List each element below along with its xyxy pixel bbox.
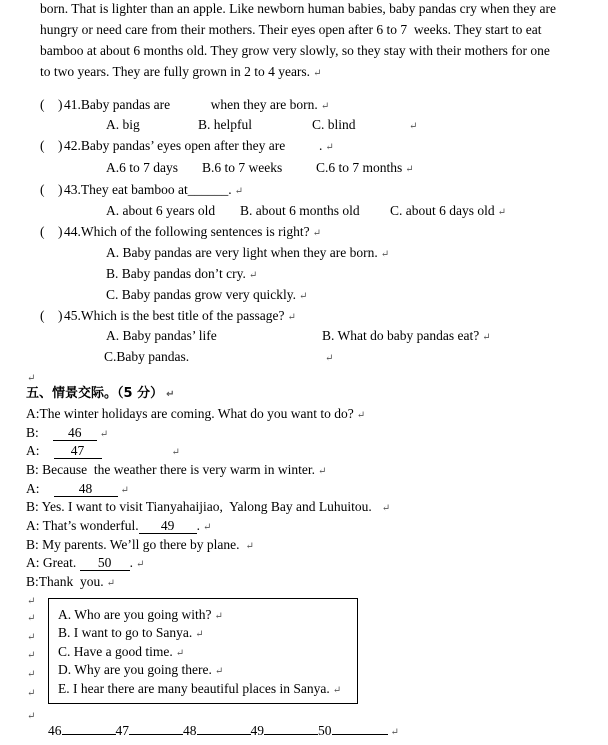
- dialogue-line-3: A: 47 ↵: [26, 443, 180, 458]
- option-c: C. Have a good time. ↵: [58, 644, 185, 659]
- paragraph-mark: ↵: [27, 688, 36, 699]
- option-a: A. Who are you going with? ↵: [58, 607, 223, 622]
- option-b: B. I want to go to Sanya. ↵: [58, 625, 204, 640]
- blank-49: 49: [139, 519, 197, 534]
- blank-46: 46: [53, 426, 97, 441]
- paragraph-mark: ↵: [325, 353, 334, 364]
- dialogue-line-1: A:The winter holidays are coming. What do you want to do? ↵: [26, 406, 366, 421]
- q41-stem: 41.Baby pandas are when they are born. ↵: [64, 97, 330, 112]
- answer-48: 48: [183, 723, 197, 738]
- q41-option-b: B. helpful: [198, 117, 252, 132]
- paragraph-mark: ↵: [27, 632, 36, 643]
- paragraph-mark: ↵: [409, 121, 418, 132]
- option-d: D. Why are you going there. ↵: [58, 662, 224, 677]
- q44-option-c: C. Baby pandas grow very quickly. ↵: [106, 287, 308, 302]
- answer-49: 49: [250, 723, 264, 738]
- q42-paren: ( ): [40, 138, 63, 153]
- paragraph-mark: ↵: [27, 373, 36, 384]
- q44-stem: 44.Which of the following sentences is right? ↵: [64, 224, 321, 239]
- passage-line-4: to two years. They are fully grown in 2 to 4 years. ↵: [40, 64, 322, 79]
- q41-paren: ( ): [40, 97, 63, 112]
- paragraph-mark: ↵: [27, 596, 36, 607]
- answer-46: 46: [48, 723, 62, 738]
- q44-option-b: B. Baby pandas don’t cry. ↵: [106, 266, 258, 281]
- q45-option-a: A. Baby pandas’ life: [106, 328, 217, 343]
- answer-47: 47: [115, 723, 129, 738]
- q42-option-b: B.6 to 7 weeks: [202, 160, 283, 175]
- dialogue-line-5: A: 48 ↵: [26, 481, 129, 496]
- q41-option-c: C. blind: [312, 117, 356, 132]
- q45-option-b: B. What do baby pandas eat? ↵: [322, 328, 491, 343]
- paragraph-mark: ↵: [27, 669, 36, 680]
- q41-option-a: A. big: [106, 117, 140, 132]
- q45-option-c: C.Baby pandas.: [104, 349, 190, 364]
- paragraph-mark: ↵: [27, 650, 36, 661]
- q44-option-a: A. Baby pandas are very light when they are born. ↵: [106, 245, 390, 260]
- dialogue-line-6: B: Yes. I want to visit Tianyahaijiao, Yalong Bay and Luhuitou. ↵: [26, 499, 391, 514]
- dialogue-line-2: B: 46 ↵: [26, 425, 109, 440]
- q43-paren: ( ): [40, 182, 63, 197]
- paragraph-mark: ↵: [313, 68, 322, 79]
- answer-50: 50: [318, 723, 332, 738]
- paragraph-mark: ↵: [27, 711, 36, 722]
- q42-option-c: C.6 to 7 months ↵: [316, 160, 414, 175]
- dialogue-line-8: B: My parents. We’ll go there by plane. ↵: [26, 537, 254, 552]
- blank-50: 50: [80, 556, 130, 571]
- q43-option-a: A. about 6 years old: [106, 203, 216, 218]
- dialogue-line-9: A: Great. 50 . ↵: [26, 555, 145, 570]
- q43-option-c: C. about 6 days old ↵: [390, 203, 507, 218]
- q45-paren: ( ): [40, 308, 63, 323]
- passage-line-1: born. That is lighter than an apple. Like newborn human babies, baby pandas cry when they are: [40, 1, 556, 16]
- blank-48: 48: [54, 482, 118, 497]
- q42-option-a: A.6 to 7 days: [106, 160, 178, 175]
- option-e: E. I hear there are many beautiful places in Sanya. ↵: [58, 681, 342, 696]
- dialogue-line-7: A: That’s wonderful. 49 . ↵: [26, 518, 212, 533]
- q42-stem: 42.Baby pandas’ eyes open after they are . ↵: [64, 138, 334, 153]
- passage-line-2: hungry or need care from their mothers. Their eyes open after 6 to 7 weeks. They start to eat: [40, 22, 542, 37]
- dialogue-line-10: B:Thank you. ↵: [26, 574, 116, 589]
- q43-stem: 43.They eat bamboo at______. ↵: [64, 182, 243, 197]
- answer-line: 46 47 48 49 50 ↵: [48, 723, 399, 738]
- paragraph-mark: ↵: [27, 613, 36, 624]
- q45-stem: 45.Which is the best title of the passage? ↵: [64, 308, 296, 323]
- q44-paren: ( ): [40, 224, 63, 239]
- section-title: 五、情景交际。（5 分） ↵: [26, 386, 175, 401]
- dialogue-line-4: B: Because the weather there is very warm in winter. ↵: [26, 462, 327, 477]
- q43-option-b: B. about 6 months old: [240, 203, 360, 218]
- passage-line-3: bamboo at about 6 months old. They grow very slowly, so they stay with their mothers for one: [40, 43, 550, 58]
- blank-47: 47: [54, 444, 102, 459]
